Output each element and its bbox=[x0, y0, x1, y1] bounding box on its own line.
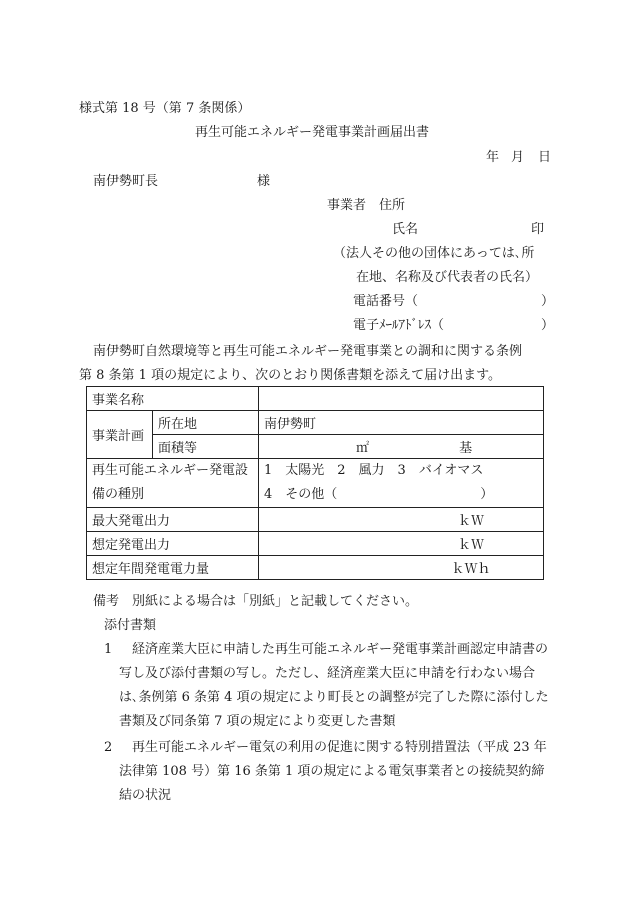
project-name-label: 事業名称 bbox=[87, 387, 259, 411]
equipment-type-options[interactable] bbox=[259, 459, 544, 508]
email-label: 電子ﾒｰﾙｱﾄﾞﾚｽ（ bbox=[353, 318, 445, 333]
expected-output-label: 想定発電出力 bbox=[87, 532, 259, 556]
table-row bbox=[87, 508, 544, 532]
table-row bbox=[87, 411, 544, 435]
attachments-title: 添付書類 bbox=[104, 618, 157, 633]
phone-label: 電話番号（ bbox=[353, 294, 419, 309]
max-output-label: 最大発電出力 bbox=[87, 508, 259, 532]
max-output-field[interactable] bbox=[259, 508, 544, 532]
phone-close: ） bbox=[541, 294, 555, 309]
equipment-type-label bbox=[87, 459, 259, 508]
equipment-type-label-line1: 再生可能エネルギー発電設 bbox=[92, 463, 249, 478]
location-label: 所在地 bbox=[153, 411, 259, 435]
annual-output-unit: ｋＷｈ bbox=[451, 562, 491, 577]
date-day: 日 bbox=[538, 150, 552, 165]
location-value[interactable]: 南伊勢町 bbox=[259, 411, 544, 435]
business-label: 事業者 bbox=[327, 198, 367, 213]
project-name-field[interactable] bbox=[259, 387, 544, 411]
max-output-unit: ｋＷ bbox=[457, 514, 484, 529]
table-row bbox=[87, 435, 544, 459]
annual-output-field[interactable] bbox=[259, 556, 544, 580]
table-row bbox=[87, 556, 544, 580]
area-field[interactable] bbox=[259, 435, 544, 459]
count-unit: 基 bbox=[459, 441, 473, 456]
intro-line-1: 南伊勢町自然環境等と再生可能エネルギー発電事業との調和に関する条例 bbox=[93, 344, 523, 359]
expected-output-field[interactable] bbox=[259, 532, 544, 556]
name-label: 氏名 bbox=[392, 222, 419, 237]
addressee: 南伊勢町長 bbox=[93, 174, 159, 189]
seal-label: 印 bbox=[531, 222, 545, 237]
annual-output-label: 想定年間発電電力量 bbox=[87, 556, 259, 580]
address-label: 住所 bbox=[379, 198, 406, 213]
project-plan-label: 事業計画 bbox=[87, 411, 153, 459]
equipment-type-label-line2: 備の種別 bbox=[92, 487, 145, 502]
date-year: 年 bbox=[486, 150, 500, 165]
attachment-number-1: 1 bbox=[104, 642, 113, 657]
table-row bbox=[87, 459, 544, 508]
application-table bbox=[86, 386, 544, 580]
table-row bbox=[87, 387, 544, 411]
corporation-note-line1: （法人その他の団体にあっては､所 bbox=[333, 246, 535, 261]
date-month: 月 bbox=[511, 150, 525, 165]
corporation-note-line2: 在地、名称及び代表者の氏名） bbox=[356, 270, 539, 285]
area-label: 面積等 bbox=[153, 435, 259, 459]
attachment-item-1: 経済産業大臣に申請した再生可能エネルギー発電事業計画認定申請書の写し及び添付書類の写し。ただし、経済産業大臣に申請を行わない場合は､条例第 6 条第 4 項の規定により町長との調整が完了した際に添付した書類及び同条第 7 項の規定により変更した書類 bbox=[119, 642, 549, 729]
equipment-type-options-line2: 4 その他（ ） bbox=[264, 487, 494, 502]
expected-output-unit: ｋＷ bbox=[457, 538, 484, 553]
document-title: 再生可能エネルギー発電事業計画届出書 bbox=[195, 125, 430, 140]
attachment-item-2: 再生可能エネルギー電気の利用の促進に関する特別措置法（平成 23 年法律第 108 号）第 16 条第 1 項の規定による電気事業者との接続契約締結の状況 bbox=[119, 740, 547, 803]
table-row bbox=[87, 532, 544, 556]
equipment-type-options-line1: 1 太陽光 2 風力 3 バイオマス bbox=[264, 463, 484, 478]
area-unit: ㎡ bbox=[356, 441, 370, 456]
honorific: 様 bbox=[257, 174, 271, 189]
email-close: ） bbox=[541, 318, 555, 333]
intro-line-2: 第 8 条第 1 項の規定により、次のとおり関係書類を添えて届け出ます。 bbox=[79, 368, 502, 383]
remark: 備考 別紙による場合は「別紙」と記載してください。 bbox=[93, 594, 419, 609]
form-number: 様式第 18 号（第 7 条関係） bbox=[79, 101, 251, 116]
attachment-number-2: 2 bbox=[104, 740, 113, 755]
